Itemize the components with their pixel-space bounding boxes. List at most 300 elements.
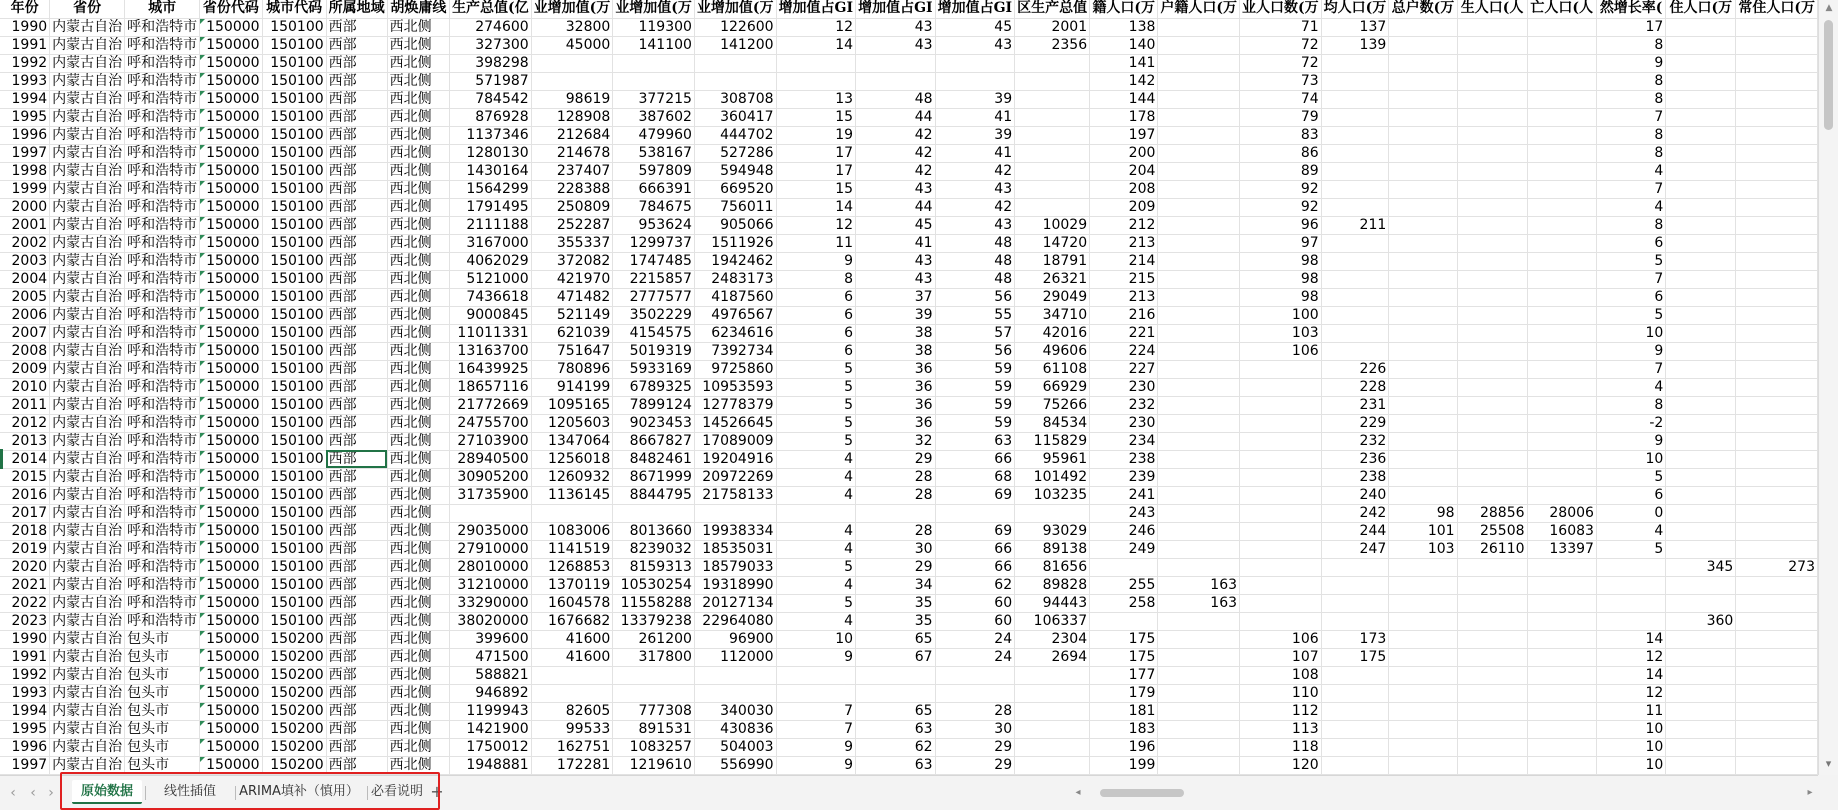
cell[interactable]: 28940500 [450,450,532,468]
cell[interactable]: 2016 [0,486,50,504]
cell[interactable] [531,72,613,90]
cell[interactable]: 1430164 [450,162,532,180]
add-sheet-icon[interactable]: + [430,782,444,801]
cell[interactable] [1527,198,1596,216]
cell[interactable] [1015,666,1090,684]
cell[interactable]: 13 [776,90,856,108]
cell[interactable]: 1260932 [531,468,613,486]
cell[interactable]: 214 [1090,252,1158,270]
cell[interactable] [1527,252,1596,270]
cell[interactable]: 141100 [613,36,695,54]
cell[interactable]: 946892 [450,684,532,702]
cell[interactable] [1457,342,1527,360]
cell[interactable]: 538167 [613,144,695,162]
cell[interactable]: 7392734 [694,342,776,360]
cell[interactable] [1158,648,1240,666]
cell[interactable]: 6789325 [613,378,695,396]
cell[interactable] [1158,342,1240,360]
cell[interactable] [1736,522,1818,540]
cell[interactable]: 内蒙古自治 [50,630,125,648]
cell[interactable]: 4 [776,540,856,558]
cell[interactable]: 150000 [200,594,262,612]
cell[interactable] [1321,684,1389,702]
cell[interactable]: 101492 [1015,468,1090,486]
cell[interactable]: 西北侧 [387,738,449,756]
cell[interactable]: 98 [1240,288,1322,306]
cell[interactable]: 905066 [694,216,776,234]
cell[interactable]: 504003 [694,738,776,756]
cell[interactable]: 西部 [326,630,387,648]
cell[interactable]: 西北侧 [387,360,449,378]
cell[interactable]: 360417 [694,108,776,126]
column-header[interactable]: 所属地域 [326,0,387,18]
column-header[interactable]: 然增长率( [1596,0,1665,18]
cell[interactable] [1666,288,1736,306]
cell[interactable] [1736,90,1818,108]
cell[interactable]: 39 [935,126,1015,144]
cell[interactable]: 包头市 [125,630,200,648]
cell[interactable]: 2009 [0,360,50,378]
cell[interactable]: 69 [935,522,1015,540]
cell[interactable]: 西北侧 [387,378,449,396]
cell[interactable] [1158,126,1240,144]
cell[interactable] [1457,216,1527,234]
cell[interactable] [1527,324,1596,342]
cell[interactable]: 9 [776,738,856,756]
cell[interactable]: 西北侧 [387,720,449,738]
cell[interactable] [1389,54,1457,72]
cell[interactable] [1015,702,1090,720]
cell[interactable]: 150100 [262,126,326,144]
cell[interactable]: 内蒙古自治 [50,666,125,684]
cell[interactable]: 呼和浩特市 [125,126,200,144]
cell[interactable]: 140 [1090,36,1158,54]
cell[interactable] [1457,558,1527,576]
cell[interactable]: 444702 [694,126,776,144]
cell[interactable]: 14720 [1015,234,1090,252]
column-header[interactable]: 年份 [0,0,50,18]
cell[interactable]: 42 [856,144,936,162]
cell[interactable]: 226 [1321,360,1389,378]
cell[interactable]: 214678 [531,144,613,162]
cell[interactable]: 12 [776,18,856,36]
cell[interactable] [1666,756,1736,774]
cell[interactable]: 28006 [1527,504,1596,522]
cell[interactable] [1736,540,1818,558]
cell[interactable]: 360 [1666,612,1736,630]
cell[interactable]: 29 [935,756,1015,774]
cell[interactable]: 150100 [262,324,326,342]
cell[interactable]: -2 [1596,414,1665,432]
cell[interactable] [1457,90,1527,108]
cell[interactable]: 150000 [200,162,262,180]
cell[interactable]: 1268853 [531,558,613,576]
cell[interactable]: 150100 [262,144,326,162]
cell[interactable]: 150000 [200,54,262,72]
cell[interactable]: 呼和浩特市 [125,270,200,288]
cell[interactable] [776,54,856,72]
cell[interactable]: 西部 [326,90,387,108]
cell[interactable]: 10953593 [694,378,776,396]
cell[interactable]: 1299737 [613,234,695,252]
cell[interactable]: 150100 [262,612,326,630]
cell[interactable]: 内蒙古自治 [50,432,125,450]
cell[interactable]: 2013 [0,432,50,450]
cell[interactable]: 4 [776,486,856,504]
cell[interactable] [1736,36,1818,54]
cell[interactable]: 28 [935,702,1015,720]
column-header[interactable]: 胡焕庸线 [387,0,449,18]
cell[interactable]: 3167000 [450,234,532,252]
cell[interactable]: 103 [1389,540,1457,558]
cell[interactable]: 9 [776,648,856,666]
cell[interactable]: 呼和浩特市 [125,612,200,630]
column-header[interactable]: 增加值占GI [935,0,1015,18]
cell[interactable]: 150100 [262,198,326,216]
cell[interactable]: 1994 [0,702,50,720]
cell[interactable] [1736,216,1818,234]
cell[interactable]: 150000 [200,72,262,90]
cell[interactable]: 150100 [262,342,326,360]
cell[interactable]: 14 [1596,630,1665,648]
cell[interactable]: 345 [1666,558,1736,576]
cell[interactable]: 呼和浩特市 [125,144,200,162]
cell[interactable]: 呼和浩特市 [125,324,200,342]
cell[interactable] [1158,288,1240,306]
cell[interactable]: 10 [1596,738,1665,756]
cell[interactable] [531,684,613,702]
cell[interactable]: 150200 [262,720,326,738]
cell[interactable]: 588821 [450,666,532,684]
cell[interactable]: 呼和浩特市 [125,522,200,540]
cell[interactable] [1666,450,1736,468]
cell[interactable] [1457,396,1527,414]
cell[interactable]: 2111188 [450,216,532,234]
cell[interactable]: 65 [856,702,936,720]
cell[interactable]: 48 [935,252,1015,270]
cell[interactable]: 38 [856,342,936,360]
cell[interactable] [1321,666,1389,684]
cell[interactable]: 呼和浩特市 [125,90,200,108]
cell[interactable] [1666,594,1736,612]
cell[interactable] [1158,18,1240,36]
cell[interactable]: 17 [776,162,856,180]
cell[interactable]: 43 [856,270,936,288]
cell[interactable]: 527286 [694,144,776,162]
cell[interactable] [1389,18,1457,36]
cell[interactable] [1158,756,1240,774]
cell[interactable]: 西部 [326,342,387,360]
cell[interactable] [694,684,776,702]
cell[interactable]: 232 [1090,396,1158,414]
cell[interactable]: 249 [1090,540,1158,558]
cell[interactable]: 98 [1240,252,1322,270]
cell[interactable]: 西北侧 [387,54,449,72]
cell[interactable]: 150100 [262,576,326,594]
cell[interactable] [1457,414,1527,432]
cell[interactable]: 89138 [1015,540,1090,558]
cell[interactable] [1240,468,1322,486]
cell[interactable]: 60 [935,594,1015,612]
cell[interactable]: 1141519 [531,540,613,558]
cell[interactable]: 250809 [531,198,613,216]
cell[interactable]: 274600 [450,18,532,36]
cell[interactable]: 2005 [0,288,50,306]
cell[interactable] [1457,450,1527,468]
cell[interactable]: 65 [856,630,936,648]
cell[interactable] [1736,360,1818,378]
cell[interactable] [1389,468,1457,486]
cell[interactable] [1015,72,1090,90]
cell[interactable]: 5 [1596,306,1665,324]
cell[interactable]: 内蒙古自治 [50,108,125,126]
cell[interactable]: 1676682 [531,612,613,630]
cell[interactable] [776,504,856,522]
cell[interactable] [1457,36,1527,54]
cell[interactable] [1736,450,1818,468]
cell[interactable]: 56 [935,288,1015,306]
cell[interactable] [1240,486,1322,504]
cell[interactable]: 112000 [694,648,776,666]
cell[interactable]: 144 [1090,90,1158,108]
cell[interactable]: 内蒙古自治 [50,720,125,738]
cell[interactable] [1457,756,1527,774]
cell[interactable] [1389,252,1457,270]
cell[interactable]: 8 [1596,396,1665,414]
cell[interactable]: 西部 [326,216,387,234]
cell[interactable] [1015,90,1090,108]
cell[interactable]: 150200 [262,738,326,756]
cell[interactable]: 呼和浩特市 [125,54,200,72]
cell[interactable] [1158,162,1240,180]
cell[interactable]: 1750012 [450,738,532,756]
cell[interactable]: 1992 [0,666,50,684]
cell[interactable]: 西北侧 [387,630,449,648]
cell[interactable]: 西部 [326,162,387,180]
cell[interactable]: 231 [1321,396,1389,414]
cell[interactable] [1736,414,1818,432]
cell[interactable]: 150000 [200,630,262,648]
cell[interactable]: 196 [1090,738,1158,756]
cell[interactable] [1240,522,1322,540]
cell[interactable]: 150000 [200,360,262,378]
cell[interactable]: 西北侧 [387,306,449,324]
cell[interactable]: 10 [1596,756,1665,774]
cell[interactable]: 呼和浩特市 [125,288,200,306]
cell[interactable] [1015,108,1090,126]
cell[interactable]: 35 [856,594,936,612]
cell[interactable] [1736,648,1818,666]
cell[interactable]: 212684 [531,126,613,144]
cell[interactable]: 597809 [613,162,695,180]
cell[interactable] [1321,558,1389,576]
cell[interactable]: 150000 [200,396,262,414]
cell[interactable] [1321,144,1389,162]
cell[interactable]: 西北侧 [387,126,449,144]
cell[interactable]: 11 [1596,702,1665,720]
cell[interactable] [1158,198,1240,216]
cell[interactable]: 756011 [694,198,776,216]
cell[interactable] [1527,360,1596,378]
cell[interactable] [1240,360,1322,378]
cell[interactable]: 13397 [1527,540,1596,558]
scroll-up-icon[interactable]: ▲ [1825,3,1833,13]
cell[interactable]: 西北侧 [387,36,449,54]
cell[interactable] [1527,396,1596,414]
prev-sheet-icon[interactable]: ‹ [30,785,36,801]
cell[interactable] [1389,630,1457,648]
cell[interactable] [1457,198,1527,216]
cell[interactable]: 89828 [1015,576,1090,594]
cell[interactable]: 66 [935,540,1015,558]
cell[interactable]: 150100 [262,504,326,522]
cell[interactable]: 93029 [1015,522,1090,540]
cell[interactable] [1240,432,1322,450]
cell[interactable]: 内蒙古自治 [50,288,125,306]
cell[interactable]: 150100 [262,180,326,198]
column-header[interactable]: 住人口(万 [1666,0,1736,18]
cell[interactable] [1736,270,1818,288]
cell[interactable]: 73 [1240,72,1322,90]
cell[interactable]: 西部 [326,324,387,342]
cell[interactable]: 84534 [1015,414,1090,432]
cell[interactable]: 西部 [326,594,387,612]
column-header[interactable]: 户籍人口(万 [1158,0,1240,18]
cell[interactable] [1527,144,1596,162]
cell[interactable] [531,666,613,684]
cell[interactable]: 31210000 [450,576,532,594]
cell[interactable]: 30 [935,720,1015,738]
cell[interactable]: 2694 [1015,648,1090,666]
cell[interactable]: 242 [1321,504,1389,522]
cell[interactable]: 2021 [0,576,50,594]
cell[interactable]: 26110 [1457,540,1527,558]
cell[interactable]: 8 [1596,90,1665,108]
cell[interactable]: 2304 [1015,630,1090,648]
cell[interactable]: 953624 [613,216,695,234]
cell[interactable] [1240,450,1322,468]
cell[interactable]: 西部 [326,486,387,504]
cell[interactable]: 5 [1596,252,1665,270]
cell[interactable]: 103 [1240,324,1322,342]
cell[interactable]: 西北侧 [387,72,449,90]
cell[interactable]: 西部 [326,360,387,378]
cell[interactable] [1527,288,1596,306]
cell[interactable]: 43 [935,180,1015,198]
cell[interactable]: 44 [856,108,936,126]
cell[interactable] [1736,252,1818,270]
cell[interactable]: 110 [1240,684,1322,702]
cell[interactable]: 36 [856,396,936,414]
cell[interactable] [1457,270,1527,288]
cell[interactable]: 17 [1596,18,1665,36]
cell[interactable]: 呼和浩特市 [125,486,200,504]
cell[interactable]: 150000 [200,378,262,396]
cell[interactable]: 29 [856,558,936,576]
cell[interactable]: 150100 [262,288,326,306]
cell[interactable]: 571987 [450,72,532,90]
cell[interactable]: 211 [1321,216,1389,234]
cell[interactable] [935,72,1015,90]
cell[interactable] [1457,486,1527,504]
cell[interactable]: 8159313 [613,558,695,576]
cell[interactable]: 2018 [0,522,50,540]
cell[interactable]: 内蒙古自治 [50,468,125,486]
cell[interactable] [1736,576,1818,594]
cell[interactable] [1457,630,1527,648]
cell[interactable]: 14 [776,198,856,216]
cell[interactable] [1666,360,1736,378]
cell[interactable]: 204 [1090,162,1158,180]
cell[interactable]: 82605 [531,702,613,720]
next-sheet-icon[interactable]: › [48,785,54,801]
cell[interactable]: 5121000 [450,270,532,288]
cell[interactable]: 2004 [0,270,50,288]
cell[interactable]: 150200 [262,684,326,702]
cell[interactable] [1527,270,1596,288]
cell[interactable]: 2003 [0,252,50,270]
cell[interactable]: 8 [1596,126,1665,144]
cell[interactable]: 237407 [531,162,613,180]
cell[interactable]: 5 [776,378,856,396]
cell[interactable] [1527,72,1596,90]
cell[interactable]: 西部 [326,468,387,486]
cell[interactable] [1321,756,1389,774]
cell[interactable]: 150100 [262,540,326,558]
cell[interactable]: 呼和浩特市 [125,216,200,234]
cell[interactable]: 234 [1090,432,1158,450]
cell[interactable] [1527,630,1596,648]
cell[interactable] [1389,126,1457,144]
cell[interactable] [1158,720,1240,738]
cell[interactable] [1527,36,1596,54]
cell[interactable]: 29049 [1015,288,1090,306]
cell[interactable]: 99533 [531,720,613,738]
cell[interactable]: 内蒙古自治 [50,486,125,504]
cell[interactable]: 1205603 [531,414,613,432]
cell[interactable]: 西北侧 [387,162,449,180]
cell[interactable]: 西北侧 [387,648,449,666]
cell[interactable]: 28 [856,486,936,504]
cell[interactable]: 37 [856,288,936,306]
cell[interactable]: 27103900 [450,432,532,450]
cell[interactable] [1321,252,1389,270]
cell[interactable]: 200 [1090,144,1158,162]
cell[interactable] [1736,612,1818,630]
cell[interactable]: 45000 [531,36,613,54]
cell[interactable]: 呼和浩特市 [125,414,200,432]
cell[interactable] [1736,594,1818,612]
cell[interactable]: 172281 [531,756,613,774]
cell[interactable] [1666,162,1736,180]
cell[interactable] [1736,756,1818,774]
cell[interactable]: 230 [1090,414,1158,432]
cell[interactable] [1736,144,1818,162]
cell[interactable]: 35 [856,612,936,630]
cell[interactable] [1457,234,1527,252]
cell[interactable]: 252287 [531,216,613,234]
scroll-down-icon[interactable]: ▾ [1825,757,1832,770]
cell[interactable]: 8 [1596,144,1665,162]
cell[interactable]: 60 [935,612,1015,630]
cell[interactable]: 150000 [200,270,262,288]
cell[interactable]: 包头市 [125,648,200,666]
cell[interactable]: 59 [935,396,1015,414]
cell[interactable]: 西部 [326,306,387,324]
cell[interactable]: 15 [776,180,856,198]
cell[interactable]: 372082 [531,252,613,270]
cell[interactable]: 1137346 [450,126,532,144]
